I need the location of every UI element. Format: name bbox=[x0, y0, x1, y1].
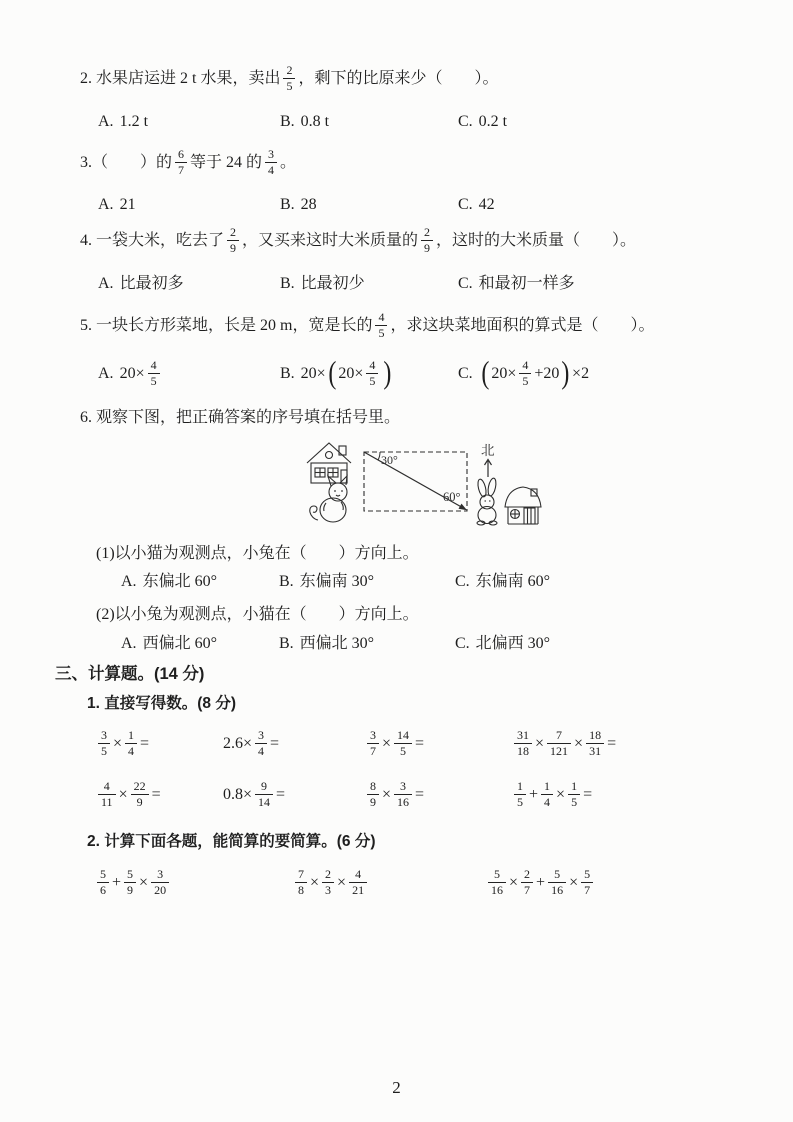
question-4-options bbox=[98, 274, 735, 294]
angle-bottom-label: 60° bbox=[443, 490, 461, 504]
option-b: B. 20× ( 20× $\frac{4}{5}$ ) bbox=[280, 354, 392, 390]
option-a: A. 20× $\frac{4}{5}$ bbox=[98, 359, 280, 389]
angle-top-label: 30° bbox=[381, 453, 398, 467]
question-2-options bbox=[98, 112, 735, 132]
option-b: B. 东偏南 30° bbox=[279, 573, 375, 590]
question-2-stem: 2. 水果店运进 2 t 水果，卖出 $\frac{2}{5}$ ，剩下的比原来少（ ）。 bbox=[80, 63, 499, 93]
north-label: 北 bbox=[481, 443, 495, 458]
angle-arc bbox=[378, 452, 380, 460]
expression: $\frac{5}{6}$ + $\frac{5}{9}$ × $\frac{3}{20}$ bbox=[94, 868, 292, 898]
direct-computation-row-2 bbox=[95, 775, 735, 815]
rabbit-illustration bbox=[476, 477, 497, 525]
question-5-options bbox=[98, 354, 735, 394]
option-b: B. 西偏北 30° bbox=[279, 635, 375, 652]
option-c: C. ( 20× $\frac{4}{5}$ +20 ) ×2 bbox=[458, 354, 590, 390]
page-number: 2 bbox=[392, 1078, 401, 1097]
expression: $\frac{3}{7}$ × $\frac{14}{5}$ = bbox=[364, 729, 511, 759]
expression: $\frac{8}{9}$ × $\frac{3}{16}$ = bbox=[364, 780, 511, 810]
section-3-title: 三、计算题。(14 分) bbox=[55, 665, 205, 683]
expression: $\frac{4}{11}$ × $\frac{22}{9}$ = bbox=[95, 780, 223, 810]
option-c: C. 和最初一样多 bbox=[458, 275, 575, 292]
option-a: A. 东偏北 60° bbox=[121, 573, 217, 590]
expression: 2.6× $\frac{3}{4}$ = bbox=[223, 728, 280, 758]
question-6-1-stem: (1)以小猫为观测点，小兔在（ ）方向上。 bbox=[96, 545, 419, 562]
question-6-2-stem: (2)以小兔为观测点，小猫在（ ）方向上。 bbox=[96, 606, 419, 623]
part-2-title: 2. 计算下面各题，能简算的要简算。(6 分) bbox=[87, 833, 376, 850]
direct-computation-row-1 bbox=[95, 724, 735, 764]
option-c: C. 0.2 t bbox=[458, 113, 508, 130]
question-6-2 bbox=[55, 605, 735, 654]
option-b: B. 28 bbox=[280, 196, 317, 213]
option-b: B. 0.8 t bbox=[280, 113, 330, 130]
expression: $\frac{1}{5}$ + $\frac{1}{4}$ × $\frac{1}{5}$ = bbox=[511, 780, 735, 810]
expression: 0.8× $\frac{9}{14}$ = bbox=[223, 779, 286, 809]
question-6 bbox=[55, 408, 735, 654]
question-2 bbox=[55, 62, 735, 132]
option-c: C. 东偏南 60° bbox=[455, 573, 551, 590]
option-b: B. 比最初少 bbox=[280, 275, 365, 292]
question-3 bbox=[55, 146, 735, 215]
question-4 bbox=[55, 224, 735, 294]
option-a: A. 西偏北 60° bbox=[121, 635, 217, 652]
observation-diagram bbox=[302, 430, 552, 530]
question-6-figure bbox=[302, 430, 735, 536]
expression: $\frac{7}{8}$ × $\frac{2}{3}$ × $\frac{4}{21}$ bbox=[292, 868, 485, 898]
option-a: A. 21 bbox=[98, 196, 136, 213]
option-c: C. 42 bbox=[458, 196, 495, 213]
expression: $\frac{5}{16}$ × $\frac{2}{7}$ + $\frac{5}{16}$ × $\frac{5}{7}$ bbox=[485, 868, 735, 898]
option-a: A. 比最初多 bbox=[98, 275, 184, 292]
expression: $\frac{3}{5}$ × $\frac{1}{4}$ = bbox=[95, 729, 223, 759]
simplify-computation-row bbox=[94, 863, 735, 903]
question-5 bbox=[55, 309, 735, 394]
question-6-1 bbox=[55, 544, 735, 592]
question-5-stem: 5. 一块长方形菜地，长是 20 m，宽是长的 $\frac{4}{5}$ ，求这块菜地面积的算式是（ ）。 bbox=[80, 310, 655, 340]
option-c: C. 北偏西 30° bbox=[455, 635, 551, 652]
question-6-1-options bbox=[121, 572, 735, 592]
question-6-2-options bbox=[121, 634, 735, 654]
question-3-stem: 3.（ ）的 $\frac{6}{7}$ 等于 24 的 $\frac{3}{4}$ 。 bbox=[80, 147, 297, 177]
north-arrow-icon bbox=[481, 443, 495, 477]
part-1-title: 1. 直接写得数。(8 分) bbox=[87, 694, 236, 712]
section-3-calculation bbox=[55, 664, 735, 903]
question-3-options bbox=[98, 195, 735, 215]
expression: $\frac{31}{18}$ × $\frac{7}{121}$ × $\frac{18}{31}$ = bbox=[511, 729, 735, 759]
rabbit-house-illustration bbox=[505, 487, 541, 524]
question-4-stem: 4. 一袋大米，吃去了 $\frac{2}{9}$ ，又买来这时大米质量的 $\frac{2}{9}$ ，这时的大米质量（ ）。 bbox=[80, 225, 637, 255]
question-6-stem: 6. 观察下图，把正确答案的序号填在括号里。 bbox=[80, 409, 401, 426]
option-a: A. 1.2 t bbox=[98, 113, 149, 130]
